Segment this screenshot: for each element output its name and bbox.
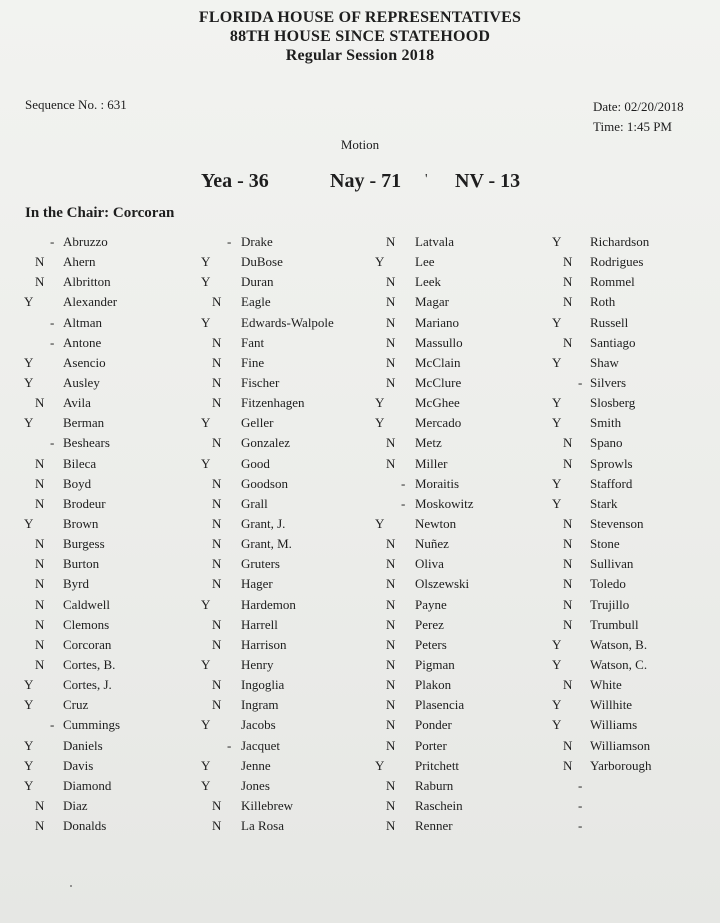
vote-mark: N (212, 677, 222, 693)
member-name: Duran (241, 274, 274, 290)
member-name: Sullivan (590, 556, 634, 572)
member-name: Peters (415, 636, 447, 652)
member-name: Daniels (63, 737, 103, 753)
vote-mark: N (212, 697, 222, 713)
vote-mark: N (563, 274, 573, 290)
vote-date: Date: 02/20/2018 (593, 99, 684, 114)
vote-mark: Y (24, 697, 34, 713)
member-name: Silvers (590, 374, 627, 390)
member-name: Harrell (241, 616, 278, 632)
header-chamber: FLORIDA HOUSE OF REPRESENTATIVES (198, 9, 522, 26)
document-header (0, 8, 720, 65)
vote-mark: N (563, 334, 573, 350)
member-name: Ausley (63, 374, 100, 390)
member-name: Altman (63, 314, 102, 330)
vote-mark: Y (201, 274, 211, 290)
vote-mark: N (35, 656, 45, 672)
vote-mark: - (50, 314, 55, 330)
member-name: Stark (590, 495, 618, 511)
member-name: Geller (241, 415, 274, 431)
member-name: Fitzenhagen (241, 395, 305, 411)
vote-mark: N (386, 374, 396, 390)
member-name: Raschein (415, 797, 463, 813)
vote-mark: Y (24, 354, 34, 370)
member-name: Leek (415, 274, 441, 290)
member-name: Raburn (415, 777, 454, 793)
member-name: Grant, M. (241, 536, 292, 552)
motion-label: Motion (340, 137, 380, 152)
member-name: Stevenson (590, 515, 644, 531)
member-name: Santiago (590, 334, 636, 350)
vote-mark: N (35, 576, 45, 592)
member-name: Perez (415, 616, 444, 632)
vote-mark: Y (24, 737, 34, 753)
not-voting-count: NV - 13 (455, 170, 521, 192)
vote-mark: Y (552, 415, 562, 431)
member-name: Gonzalez (241, 435, 291, 451)
member-name: Diaz (63, 797, 88, 813)
vote-mark: Y (24, 515, 34, 531)
member-name: Albritton (63, 274, 111, 290)
vote-mark: N (386, 274, 396, 290)
vote-mark: N (212, 294, 222, 310)
member-name: Renner (415, 818, 453, 834)
vote-mark: Y (552, 395, 562, 411)
member-name: Plakon (415, 677, 452, 693)
vote-mark: Y (24, 757, 34, 773)
vote-mark: Y (24, 677, 34, 693)
member-name: Fant (241, 334, 265, 350)
member-name: Henry (241, 656, 274, 672)
member-name: Shaw (590, 354, 619, 370)
member-name: Avila (63, 395, 91, 411)
member-name: Moskowitz (415, 495, 474, 511)
vote-mark: N (386, 677, 396, 693)
vote-mark: N (35, 536, 45, 552)
vote-mark: - (227, 234, 232, 249)
vote-mark: N (386, 314, 396, 330)
vote-mark: N (212, 435, 222, 451)
vote-mark: N (563, 536, 573, 552)
vote-mark: Y (24, 415, 34, 431)
member-name: Berman (63, 415, 105, 431)
vote-mark: N (563, 616, 573, 632)
vote-mark: N (212, 818, 222, 834)
sequence-number: Sequence No. : 631 (25, 97, 127, 112)
vote-mark: N (35, 636, 45, 652)
vote-mark: N (35, 495, 45, 511)
member-name: Lee (415, 254, 435, 270)
member-name: Stafford (590, 475, 633, 491)
vote-mark: - (50, 717, 55, 733)
member-name: Rodrigues (590, 254, 644, 270)
member-name: Drake (241, 234, 273, 249)
member-name: McClain (415, 354, 461, 370)
member-name: Byrd (63, 576, 89, 592)
vote-mark: N (563, 576, 573, 592)
member-name: Cruz (63, 697, 89, 713)
vote-mark: N (35, 274, 45, 290)
member-name: Donalds (63, 818, 107, 834)
member-name: Edwards-Walpole (241, 314, 334, 330)
member-name: Ingoglia (241, 677, 285, 693)
vote-mark: N (386, 234, 396, 249)
member-name: Pigman (415, 656, 455, 672)
tally-separator-mark: ' (425, 172, 428, 187)
vote-mark: N (563, 515, 573, 531)
vote-mark: Y (24, 374, 34, 390)
member-name: Burton (63, 556, 100, 572)
member-name: Massullo (415, 334, 463, 350)
member-name: White (590, 677, 622, 693)
member-name: Boyd (63, 475, 92, 491)
vote-mark: N (386, 334, 396, 350)
vote-mark: Y (552, 636, 562, 652)
member-name: DuBose (241, 254, 283, 270)
member-name: Clemons (63, 616, 110, 632)
vote-mark: N (212, 515, 222, 531)
vote-mark: N (35, 797, 45, 813)
member-name: Olszewski (415, 576, 470, 592)
member-name: Metz (415, 435, 442, 451)
vote-mark: Y (552, 717, 562, 733)
vote-mark: Y (24, 294, 34, 310)
vote-mark: N (386, 616, 396, 632)
vote-mark: N (35, 475, 45, 491)
member-name: Corcoran (63, 636, 112, 652)
member-name: Pritchett (415, 757, 460, 773)
vote-mark: Y (201, 717, 211, 733)
vote-mark: Y (201, 656, 211, 672)
member-name: Richardson (590, 234, 650, 249)
vote-mark: Y (201, 254, 211, 270)
vote-mark: N (563, 677, 573, 693)
vote-mark: N (386, 435, 396, 451)
member-name: Caldwell (63, 596, 110, 612)
vote-mark: N (563, 435, 573, 451)
member-name: Stone (590, 536, 620, 552)
vote-mark: N (212, 495, 222, 511)
vote-mark: N (563, 294, 573, 310)
vote-mark: Y (375, 254, 385, 270)
member-name: Watson, B. (590, 636, 648, 652)
vote-mark: N (212, 797, 222, 813)
vote-mark: N (563, 737, 573, 753)
member-name: Payne (415, 596, 447, 612)
member-name: Fischer (241, 374, 280, 390)
vote-mark: N (212, 374, 222, 390)
vote-mark: N (35, 616, 45, 632)
vote-time: Time: 1:45 PM (593, 119, 672, 134)
member-name: Williamson (590, 737, 651, 753)
vote-mark: N (563, 254, 573, 270)
vote-mark: N (386, 818, 396, 834)
vote-mark: N (563, 757, 573, 773)
member-name: Beshears (63, 435, 110, 451)
vote-mark: - (401, 495, 406, 511)
member-name: Asencio (63, 354, 106, 370)
member-name: Jacobs (241, 717, 276, 733)
member-name: Watson, C. (590, 656, 648, 672)
member-name: Moraitis (415, 475, 460, 491)
member-name: Burgess (63, 536, 105, 552)
vote-mark: N (563, 556, 573, 572)
date-time-block (593, 97, 684, 137)
member-name: Ponder (415, 717, 452, 733)
vote-mark: N (212, 576, 222, 592)
member-name: Jenne (241, 757, 271, 773)
member-name: Diamond (63, 777, 112, 793)
member-name: Alexander (63, 294, 118, 310)
member-name: Fine (241, 354, 265, 370)
vote-mark: N (35, 556, 45, 572)
member-name: Eagle (241, 294, 271, 310)
vote-mark: - (50, 234, 55, 249)
member-name: Rommel (590, 274, 635, 290)
member-name: Goodson (241, 475, 288, 491)
member-name: Cortes, B. (63, 656, 116, 672)
member-name: Nuñez (415, 536, 449, 552)
member-name: Good (241, 455, 270, 471)
vote-mark: - (578, 777, 583, 793)
header-house-number: 88TH HOUSE SINCE STATEHOOD (229, 28, 491, 45)
header-session: Regular Session 2018 (285, 47, 435, 64)
member-name: Smith (590, 415, 622, 431)
member-name: Slosberg (590, 395, 636, 411)
member-name: Newton (415, 515, 457, 531)
vote-mark: N (386, 576, 396, 592)
vote-mark: N (386, 636, 396, 652)
vote-mark: Y (201, 455, 211, 471)
yea-count: Yea - 36 (201, 170, 269, 192)
vote-mark: N (35, 455, 45, 471)
member-name: Plasencia (415, 697, 465, 713)
vote-mark: N (386, 777, 396, 793)
member-name: Porter (415, 737, 447, 753)
vote-mark: N (563, 596, 573, 612)
member-name: Toledo (590, 576, 626, 592)
member-name: Oliva (415, 556, 444, 572)
nay-count: Nay - 71 (330, 170, 402, 192)
paper-speck (70, 885, 72, 887)
vote-mark: Y (552, 656, 562, 672)
vote-mark: - (578, 818, 583, 834)
member-name: Roth (590, 294, 616, 310)
vote-mark: N (386, 697, 396, 713)
member-name: Ingram (241, 697, 279, 713)
vote-mark: N (386, 294, 396, 310)
member-name: Hardemon (241, 596, 296, 612)
vote-mark: N (386, 656, 396, 672)
member-name: McClure (415, 374, 462, 390)
member-name: Harrison (241, 636, 287, 652)
member-name: Davis (63, 757, 94, 773)
vote-mark: N (386, 536, 396, 552)
vote-mark: Y (552, 354, 562, 370)
member-name: Grant, J. (241, 515, 286, 531)
vote-mark: N (386, 354, 396, 370)
vote-mark: Y (552, 495, 562, 511)
vote-mark: Y (201, 415, 211, 431)
vote-mark: Y (201, 757, 211, 773)
member-name: McGhee (415, 395, 460, 411)
member-name: Brodeur (63, 495, 106, 511)
member-name: Russell (590, 314, 629, 330)
member-name: Grall (241, 495, 268, 511)
member-name: Cummings (63, 717, 121, 733)
vote-mark: N (212, 616, 222, 632)
vote-mark: Y (201, 314, 211, 330)
vote-mark: N (386, 455, 396, 471)
vote-mark: N (386, 717, 396, 733)
vote-mark: N (212, 556, 222, 572)
vote-mark: N (386, 556, 396, 572)
vote-mark: N (563, 455, 573, 471)
member-name: Willhite (590, 697, 633, 713)
vote-mark: N (35, 596, 45, 612)
chair-label: In the Chair: Corcoran (25, 205, 175, 221)
vote-mark: N (212, 536, 222, 552)
member-name: Ahern (63, 254, 96, 270)
vote-mark: Y (375, 415, 385, 431)
vote-mark: N (212, 636, 222, 652)
vote-mark: N (386, 797, 396, 813)
vote-mark: - (578, 374, 583, 390)
vote-mark: Y (552, 314, 562, 330)
member-name: Magar (415, 294, 449, 310)
member-name: Spano (590, 435, 623, 451)
vote-mark: Y (375, 395, 385, 411)
vote-mark: Y (24, 777, 34, 793)
member-name: Brown (63, 515, 99, 531)
vote-mark: - (227, 737, 232, 753)
member-name: Jacquet (241, 737, 280, 753)
vote-mark: Y (201, 596, 211, 612)
vote-mark: N (386, 596, 396, 612)
vote-mark: N (35, 818, 45, 834)
member-name: Mariano (415, 314, 460, 330)
vote-mark: N (212, 354, 222, 370)
member-name: Gruters (241, 556, 280, 572)
member-name: Miller (415, 455, 448, 471)
member-name: Antone (63, 334, 102, 350)
member-name: Yarborough (590, 757, 652, 773)
member-name: Trujillo (590, 596, 630, 612)
vote-mark: N (212, 395, 222, 411)
member-name: Mercado (415, 415, 462, 431)
vote-mark: Y (375, 515, 385, 531)
member-name: Abruzzo (63, 234, 108, 249)
vote-mark: Y (552, 234, 562, 249)
vote-mark: Y (552, 475, 562, 491)
member-name: Killebrew (241, 797, 293, 813)
member-name: Hager (241, 576, 273, 592)
member-name: Jones (241, 777, 270, 793)
vote-mark: N (35, 395, 45, 411)
vote-mark: - (50, 334, 55, 350)
vote-mark: - (578, 797, 583, 813)
member-name: Cortes, J. (63, 677, 112, 693)
vote-mark: Y (552, 697, 562, 713)
member-name: Bileca (63, 455, 97, 471)
vote-mark: Y (375, 757, 385, 773)
member-name: Williams (590, 717, 638, 733)
vote-mark: N (212, 475, 222, 491)
vote-mark: - (50, 435, 55, 451)
vote-mark: - (401, 475, 406, 491)
vote-mark: N (386, 737, 396, 753)
vote-mark: N (35, 254, 45, 270)
member-name: La Rosa (241, 818, 284, 834)
member-name: Sprowls (590, 455, 633, 471)
member-name: Latvala (415, 234, 454, 249)
member-name: Trumbull (590, 616, 639, 632)
vote-mark: Y (201, 777, 211, 793)
vote-mark: N (212, 334, 222, 350)
